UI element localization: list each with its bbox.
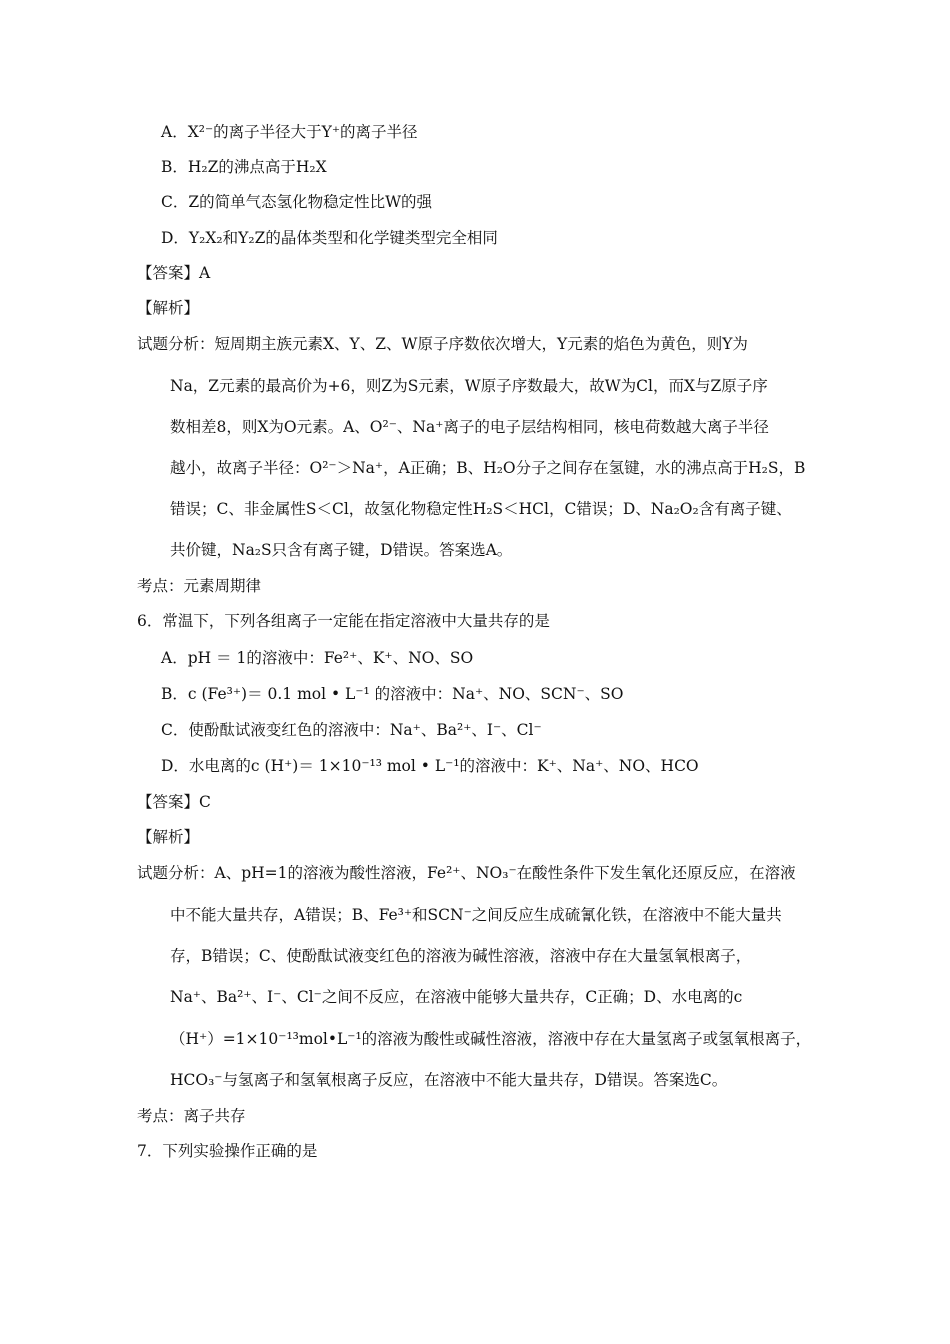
q7-stem: 7．下列实验操作正确的是 [137, 1142, 318, 1160]
q6-option-b: B．c (Fe³⁺)＝ 0.1 mol • L⁻¹ 的溶液中：Na⁺、NO、SCN⁻、SO [161, 685, 624, 703]
q5-analysis-line: 越小，故离子半径：O²⁻＞Na⁺，A正确；B、H₂O分子之间存在氢键，水的沸点高于H₂S，B [170, 459, 806, 477]
q6-stem: 6．常温下，下列各组离子一定能在指定溶液中大量共存的是 [137, 612, 550, 630]
q5-analysis-line: Na，Z元素的最高价为+6，则Z为S元素，W原子序数最大，故W为Cl，而X与Z原子序 [170, 377, 768, 395]
q5-option-d: D．Y₂X₂和Y₂Z的晶体类型和化学键类型完全相同 [161, 229, 498, 247]
q5-analysis-line: 共价键，Na₂S只含有离子键，D错误。答案选A。 [170, 541, 513, 559]
q6-analysis-line: 中不能大量共存，A错误；B、Fe³⁺和SCN⁻之间反应生成硫氰化铁，在溶液中不能大量共 [170, 906, 782, 924]
q5-kaodian: 考点：元素周期律 [137, 577, 262, 595]
q5-option-a: A．X²⁻的离子半径大于Y⁺的离子半径 [161, 123, 418, 141]
q5-answer: 【答案】A [137, 264, 211, 282]
q6-analysis-line: Na⁺、Ba²⁺、I⁻、Cl⁻之间不反应，在溶液中能够大量共存，C正确；D、水电离的c [170, 988, 743, 1006]
q6-analysis-line: 存，B错误；C、使酚酞试液变红色的溶液为碱性溶液，溶液中存在大量氢氧根离子， [170, 947, 752, 965]
q5-analysis-line: 错误；C、非金属性S＜Cl，故氢化物稳定性H₂S＜HCl，C错误；D、Na₂O₂含有离子键、 [170, 500, 792, 518]
q5-analysis-line: 试题分析：短周期主族元素X、Y、Z、W原子序数依次增大，Y元素的焰色为黄色，则Y为 [137, 335, 748, 353]
q6-option-c: C．使酚酞试液变红色的溶液中：Na⁺、Ba²⁺、I⁻、Cl⁻ [161, 721, 542, 739]
q6-analysis-label: 【解析】 [137, 828, 200, 846]
q6-option-a: A．pH ＝ 1的溶液中：Fe²⁺、K⁺、NO、SO [161, 649, 474, 667]
q5-option-c: C．Z的简单气态氢化物稳定性比W的强 [161, 193, 433, 211]
q6-analysis-line: HCO₃⁻与氢离子和氢氧根离子反应，在溶液中不能大量共存，D错误。答案选C。 [170, 1071, 728, 1089]
q6-option-d: D．水电离的c (H⁺)＝ 1×10⁻¹³ mol • L⁻¹的溶液中：K⁺、Na⁺、NO、HCO [161, 757, 699, 775]
q5-option-b: B．H₂Z的沸点高于H₂X [161, 158, 327, 176]
q6-analysis-line: 试题分析：A、pH=1的溶液为酸性溶液，Fe²⁺、NO₃⁻在酸性条件下发生氧化还原反应，在溶液 [137, 864, 796, 882]
q5-analysis-label: 【解析】 [137, 299, 200, 317]
q5-analysis-line: 数相差8，则X为O元素。A、O²⁻、Na⁺离子的电子层结构相同，核电荷数越大离子半径 [170, 418, 769, 436]
q6-answer: 【答案】C [137, 793, 211, 811]
q6-analysis-line: （H⁺）=1×10⁻¹³mol•L⁻¹的溶液为酸性或碱性溶液，溶液中存在大量氢离子或氢氧根离子， [170, 1030, 812, 1048]
q6-kaodian: 考点：离子共存 [137, 1107, 246, 1125]
